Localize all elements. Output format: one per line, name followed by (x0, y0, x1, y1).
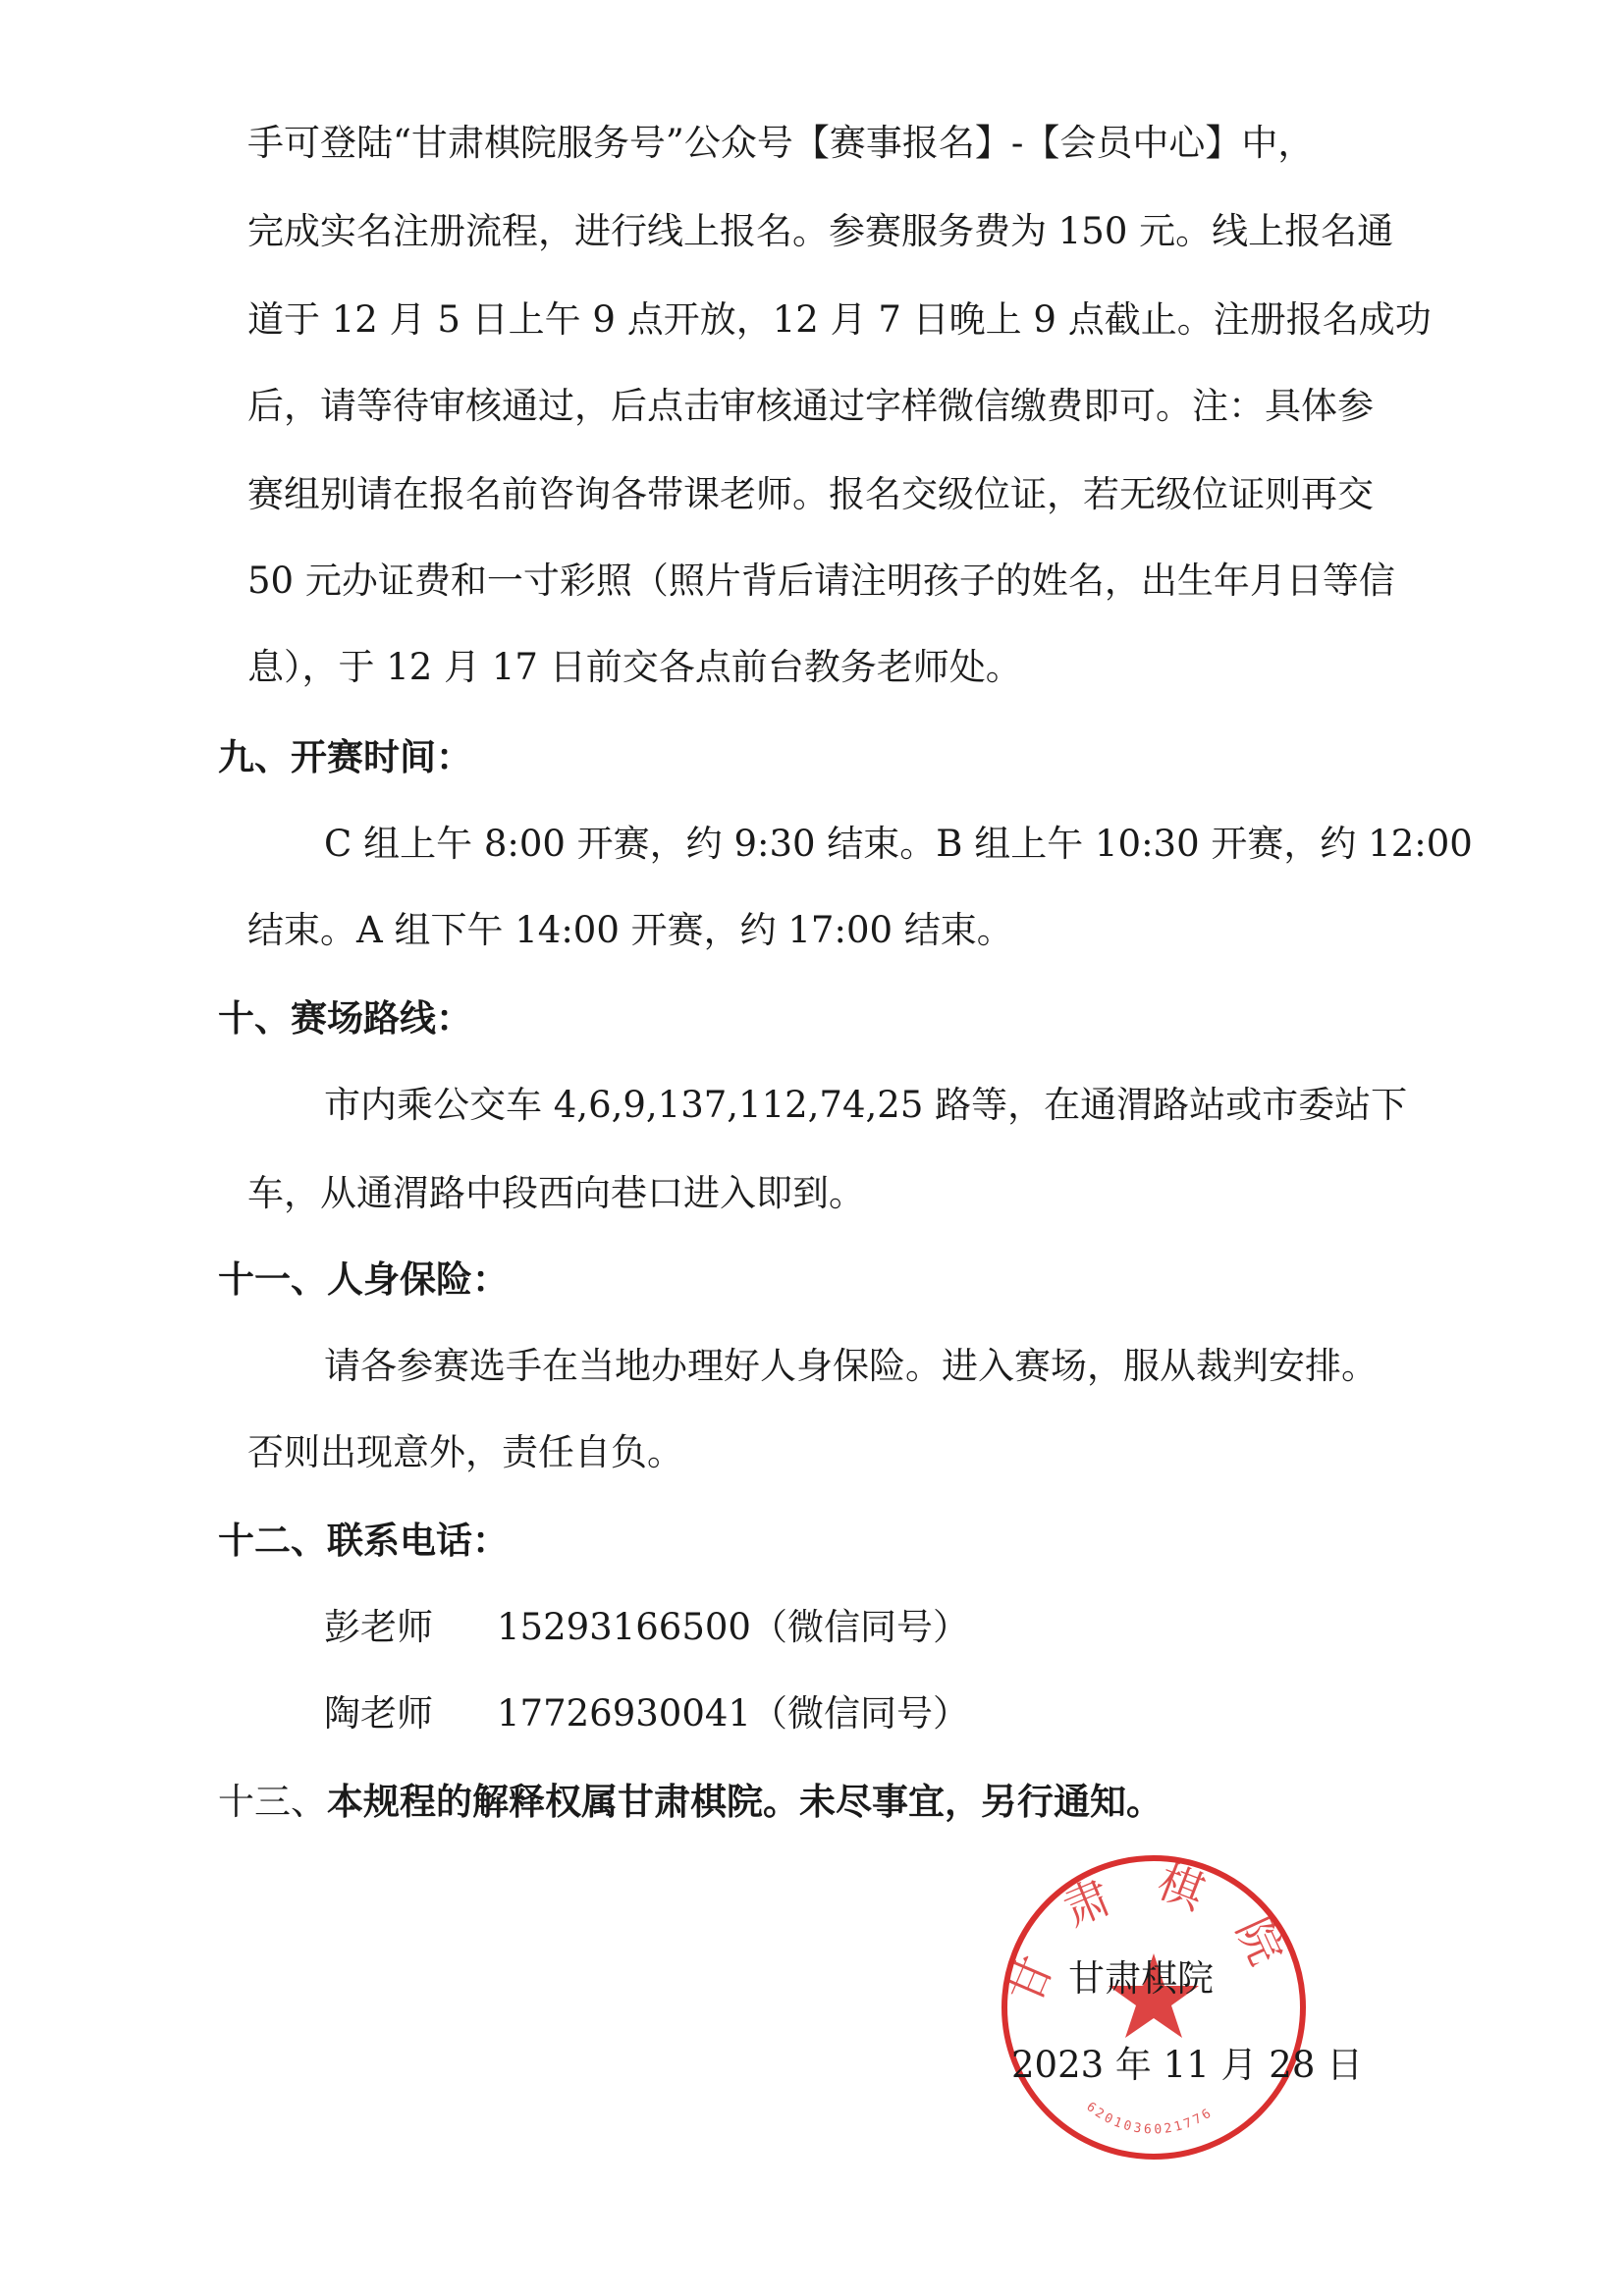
section-thirteen (218, 1781, 1163, 1824)
text-line: 否则出现意外，责任自负。 (247, 1431, 683, 1473)
section-statement: 本规程的解释权属甘肃棋院。未尽事宜，另行通知。 (327, 1781, 1163, 1823)
text-line: 赛组别请在报名前咨询各带课老师。报名交级位证，若无级位证则再交 (247, 473, 1374, 515)
section-heading-insurance: 十一、人身保险： (218, 1258, 509, 1301)
seal-ring-text: 甘肃棋院 (997, 1853, 1310, 2011)
text-line: 结束。A 组下午 14:00 开赛，约 17:00 结束。 (247, 909, 1013, 951)
section-heading-contact: 十二、联系电话： (218, 1520, 509, 1562)
text-line: 道于 12 月 5 日上午 9 点开放，12 月 7 日晚上 9 点截止。注册报名成功 (247, 298, 1432, 341)
text-line: 手可登陆“甘肃棋院服务号”公众号【赛事报名】-【会员中心】中， (247, 122, 1315, 164)
text-line: 50 元办证费和一寸彩照（照片背后请注明孩子的姓名，出生年月日等信 (247, 560, 1395, 602)
section-prefix: 十三、 (218, 1781, 327, 1823)
signature-date: 2023 年 11 月 28 日 (1011, 2044, 1364, 2086)
section-heading-venue-route: 十、赛场路线： (218, 997, 472, 1040)
contact-phone: 17726930041（微信同号） (497, 1692, 969, 1735)
text-line: 息），于 12 月 17 日前交各点前台教务老师处。 (247, 646, 1022, 688)
seal-serial: 6201036021776 (1083, 2099, 1217, 2138)
contact-name: 陶老师 (324, 1692, 433, 1735)
signature-org: 甘肃棋院 (1068, 1957, 1214, 2000)
text-line: 车，从通渭路中段西向巷口进入即到。 (247, 1172, 865, 1214)
contact-name: 彭老师 (324, 1606, 433, 1648)
text-line: 完成实名注册流程，进行线上报名。参赛服务费为 150 元。线上报名通 (247, 210, 1394, 252)
text-line: 请各参赛选手在当地办理好人身保险。进入赛场，服从裁判安排。 (324, 1345, 1378, 1387)
section-heading-start-time: 九、开赛时间： (218, 736, 472, 778)
text-line: 市内乘公交车 4,6,9,137,112,74,25 路等，在通渭路站或市委站下 (324, 1084, 1408, 1126)
text-line: C 组上午 8:00 开赛，约 9:30 结束。B 组上午 10:30 开赛，约 12:00 (324, 823, 1473, 865)
official-seal (992, 1845, 1316, 2169)
text-line: 后，请等待审核通过，后点击审核通过字样微信缴费即可。注：具体参 (247, 385, 1374, 427)
contact-phone: 15293166500（微信同号） (497, 1606, 969, 1648)
